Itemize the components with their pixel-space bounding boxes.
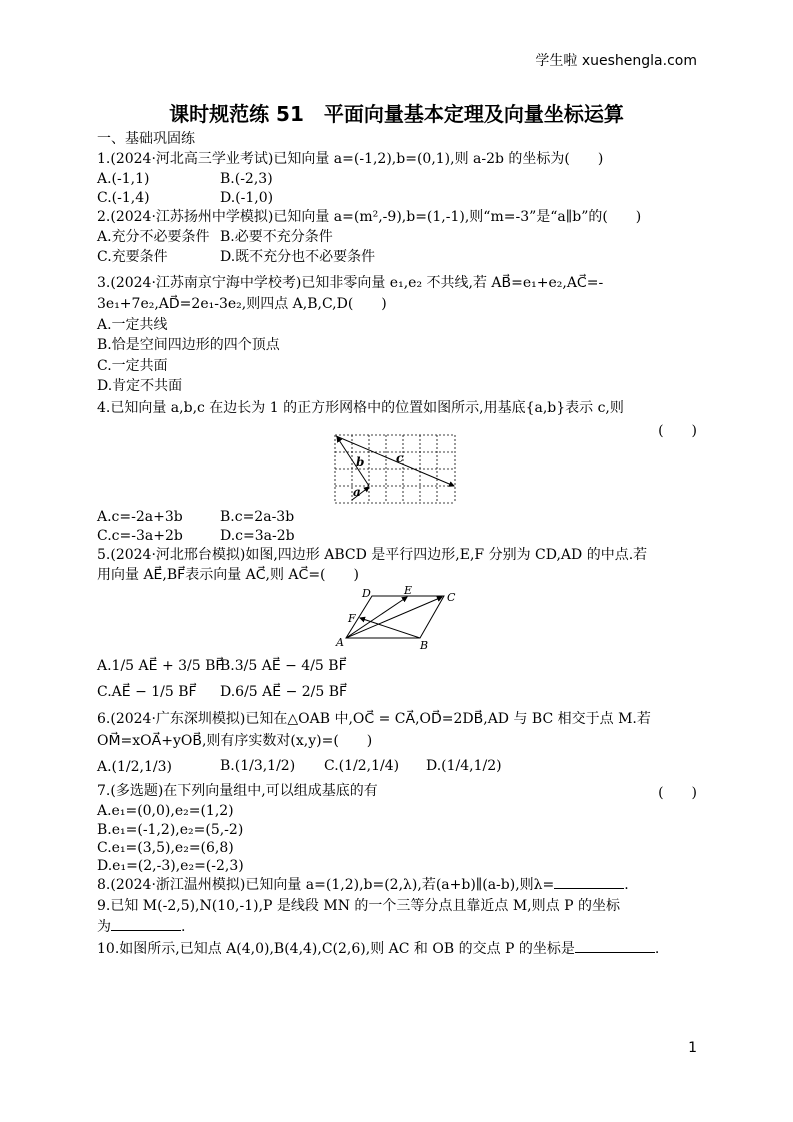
q8-line [97,876,629,894]
q1-option-a: A.(-1,1) [97,171,150,187]
q6-option-b: B.(1/3,1/2) [220,758,296,774]
q4-option-a: A.c=-2a+3b [97,509,183,525]
q7-answer-paren: ( ) [658,785,697,801]
q5-stem-2: 用向量 AE⃗,BF⃗表示向量 AC⃗,则 AC⃗=( ) [97,567,359,583]
q6-option-d: D.(1/4,1/2) [426,758,502,774]
q8-answer-blank[interactable] [554,876,624,889]
q1-option-c: C.(-1,4) [97,190,150,206]
q8-end: . [624,877,629,893]
section-heading: 一、基础巩固练 [97,131,195,147]
q7-option-b: B.e₁=(-1,2),e₂=(5,-2) [97,822,244,838]
vector-c-arrow [336,436,454,486]
q4-option-b: B.c=2a-3b [220,509,295,525]
q9-end: . [181,919,186,935]
q7-option-a: A.e₁=(0,0),e₂=(1,2) [97,803,234,819]
q8-stem: 8.(2024·浙江温州模拟)已知向量 a=(1,2),b=(2,λ),若(a+b)∥(a-b),则λ= [97,877,555,893]
q6-stem-2: OM⃗=xOA⃗+yOB⃗,则有序实数对(x,y)=( ) [97,733,373,749]
q10-end: . [654,941,660,957]
q1-stem: 1.(2024·河北高三学业考试)已知向量 a=(-1,2),b=(0,1),则 a-2b 的坐标为( ) [97,151,604,167]
q3-stem-2: 3e₁+7e₂,AD⃗=2e₁-3e₂,则四点 A,B,C,D( ) [97,296,387,312]
q2-option-b: B.必要不充分条件 [220,229,333,245]
point-a-label: A [336,636,344,649]
page-number: 1 [688,1040,697,1056]
point-d-label: D [362,587,371,600]
q10-stem: 10.如图所示,已知点 A(4,0),B(4,4),C(2,6),则 AC 和 OB 的交点 P 的坐标是 [97,941,575,957]
q9-stem-2: 为 [97,919,111,935]
vector-a-label: a [353,485,361,499]
q5-option-b: B.3/5 AE⃗ − 4/5 BF⃗ [220,658,347,674]
point-b-label: B [420,639,429,652]
q5-parallelogram-figure [334,586,464,652]
q3-option-c: C.一定共面 [97,358,168,374]
q6-option-a: A.(1/2,1/3) [97,759,172,775]
q4-grid-figure [334,434,458,506]
q2-option-d: D.既不充分也不必要条件 [220,249,376,265]
q3-option-b: B.恰是空间四边形的四个顶点 [97,337,280,353]
q5-option-d: D.6/5 AE⃗ − 2/5 BF⃗ [220,684,348,700]
q9-answer-blank[interactable] [111,918,181,931]
q4-answer-paren: ( ) [658,423,697,439]
q5-option-c: C.AE⃗ − 1/5 BF⃗ [97,684,197,700]
q4-stem: 4.已知向量 a,b,c 在边长为 1 的正方形网格中的位置如图所示,用基底{a,b}表示 c,则 [97,400,624,416]
q4-option-d: D.c=3a-2b [220,528,295,544]
q6-option-c: C.(1/2,1/4) [324,758,400,774]
point-c-label: C [447,591,456,604]
q6-stem-1: 6.(2024·广东深圳模拟)已知在△OAB 中,OC⃗ = CA⃗,OD⃗=2DB⃗,AD 与 BC 相交于点 M.若 [97,711,651,727]
q4-option-c: C.c=-3a+2b [97,528,183,544]
q3-option-a: A.一定共线 [97,317,168,333]
vector-ac-arrow [346,597,442,638]
point-f-label: F [348,612,356,625]
q10-answer-blank[interactable] [575,940,655,953]
q5-stem-1: 5.(2024·河北邢台模拟)如图,四边形 ABCD 是平行四边形,E,F 分别为 CD,AD 的中点.若 [97,547,648,563]
q5-option-a: A.1/5 AE⃗ + 3/5 BF⃗ [97,658,224,674]
q3-stem-1: 3.(2024·江苏南京宁海中学校考)已知非零向量 e₁,e₂ 不共线,若 AB⃗=e₁+e₂,AC⃗=- [97,275,604,291]
q2-option-c: C.充要条件 [97,249,168,265]
q7-stem: 7.(多选题)在下列向量组中,可以组成基底的有 [97,783,378,799]
page-title: 课时规范练 51 平面向量基本定理及向量坐标运算 [169,102,624,126]
q7-option-d: D.e₁=(2,-3),e₂=(-2,3) [97,858,244,874]
point-e-label: E [404,586,413,597]
q2-option-a: A.充分不必要条件 [97,229,210,245]
q1-option-d: D.(-1,0) [220,190,274,206]
q7-option-c: C.e₁=(3,5),e₂=(6,8) [97,840,234,856]
q9-stem-1: 9.已知 M(-2,5),N(10,-1),P 是线段 MN 的一个三等分点且靠近点 M,则点 P 的坐标 [97,898,620,914]
vector-c-label: c [396,451,404,465]
q1-option-b: B.(-2,3) [220,171,273,187]
q10-line [97,940,659,958]
q9-line-2 [97,918,185,936]
q3-option-d: D.肯定不共面 [97,378,183,394]
site-header: 学生啦 xueshengla.com [535,53,697,69]
vector-b-label: b [356,455,365,469]
q2-stem: 2.(2024·江苏扬州中学模拟)已知向量 a=(m²,-9),b=(1,-1),则“m=-3”是“a∥b”的( ) [97,209,642,225]
